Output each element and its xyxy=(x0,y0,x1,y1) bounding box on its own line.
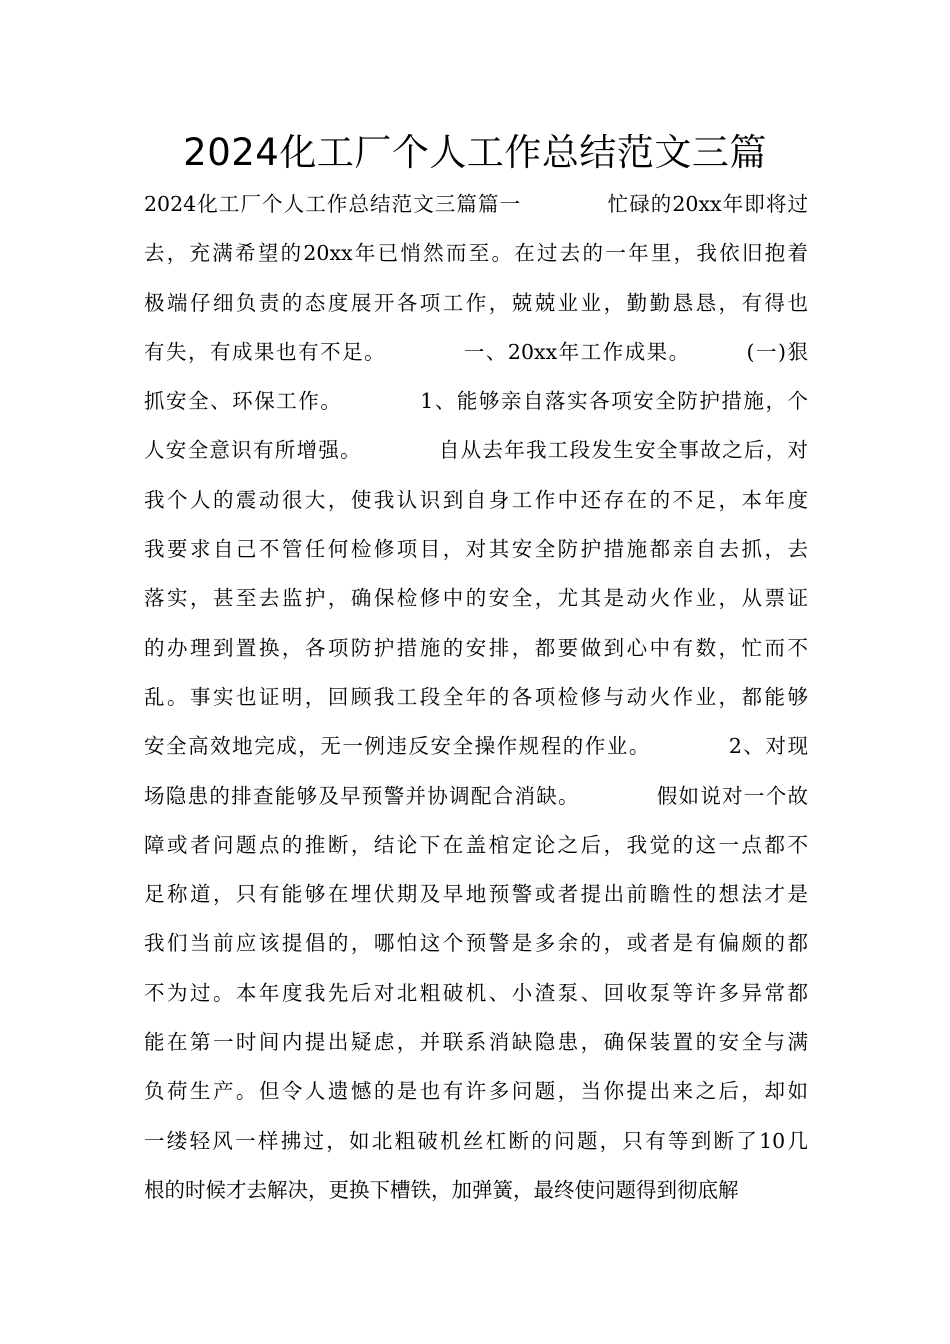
body-line: 乱。事实也证明，回顾我工段全年的各项检修与动火作业，都能够 xyxy=(144,684,808,709)
body-line: 抓安全、环保工作。 1、能够亲自落实各项安全防护措施，个 xyxy=(144,389,808,414)
body-line: 根的时候才去解决，更换下槽铁，加弹簧，最终使问题得到彻底解 xyxy=(144,1177,739,1202)
body-line: 障或者问题点的推断，结论下在盖棺定论之后，我觉的这一点都不 xyxy=(144,832,808,857)
body-line: 负荷生产。但令人遗憾的是也有许多问题，当你提出来之后，却如 xyxy=(144,1079,808,1104)
document-title: 2024化工厂个人工作总结范文三篇 xyxy=(183,131,767,174)
body-line: 能在第一时间内提出疑虑，并联系消缺隐患，确保装置的安全与满 xyxy=(144,1030,808,1055)
body-line: 我要求自己不管任何检修项目，对其安全防护措施都亲自去抓，去 xyxy=(144,537,808,562)
body-line: 不为过。本年度我先后对北粗破机、小渣泵、回收泵等许多异常都 xyxy=(144,980,808,1005)
body-line: 人安全意识有所增强。 自从去年我工段发生安全事故之后，对 xyxy=(144,438,808,463)
body-line: 有失，有成果也有不足。 一、20xx年工作成果。 (一)狠 xyxy=(144,339,808,364)
body-line: 足称道，只有能够在埋伏期及早地预警或者提出前瞻性的想法才是 xyxy=(144,882,808,907)
body-line: 的办理到置换，各项防护措施的安排，都要做到心中有数，忙而不 xyxy=(144,635,808,660)
body-line: 极端仔细负责的态度展开各项工作，兢兢业业，勤勤恳恳，有得也 xyxy=(144,290,808,315)
body-line: 我们当前应该提倡的，哪怕这个预警是多余的，或者是有偏颇的都 xyxy=(144,931,808,956)
body-line: 场隐患的排查能够及早预警并协调配合消缺。 假如说对一个故 xyxy=(144,783,808,808)
body-line: 一缕轻风一样拂过，如北粗破机丝杠断的问题，只有等到断了10几 xyxy=(144,1128,808,1153)
body-line: 安全高效地完成，无一例违反安全操作规程的作业。 2、对现 xyxy=(144,734,808,759)
body-line: 我个人的震动很大，使我认识到自身工作中还存在的不足，本年度 xyxy=(144,487,808,512)
body-line: 落实，甚至去监护，确保检修中的安全，尤其是动火作业，从票证 xyxy=(144,586,808,611)
body-line: 去，充满希望的20xx年已悄然而至。在过去的一年里，我依旧抱着 xyxy=(144,241,808,266)
document-body xyxy=(144,180,808,1215)
body-line: 2024化工厂个人工作总结范文三篇篇一 忙碌的20xx年即将过 xyxy=(144,192,808,216)
